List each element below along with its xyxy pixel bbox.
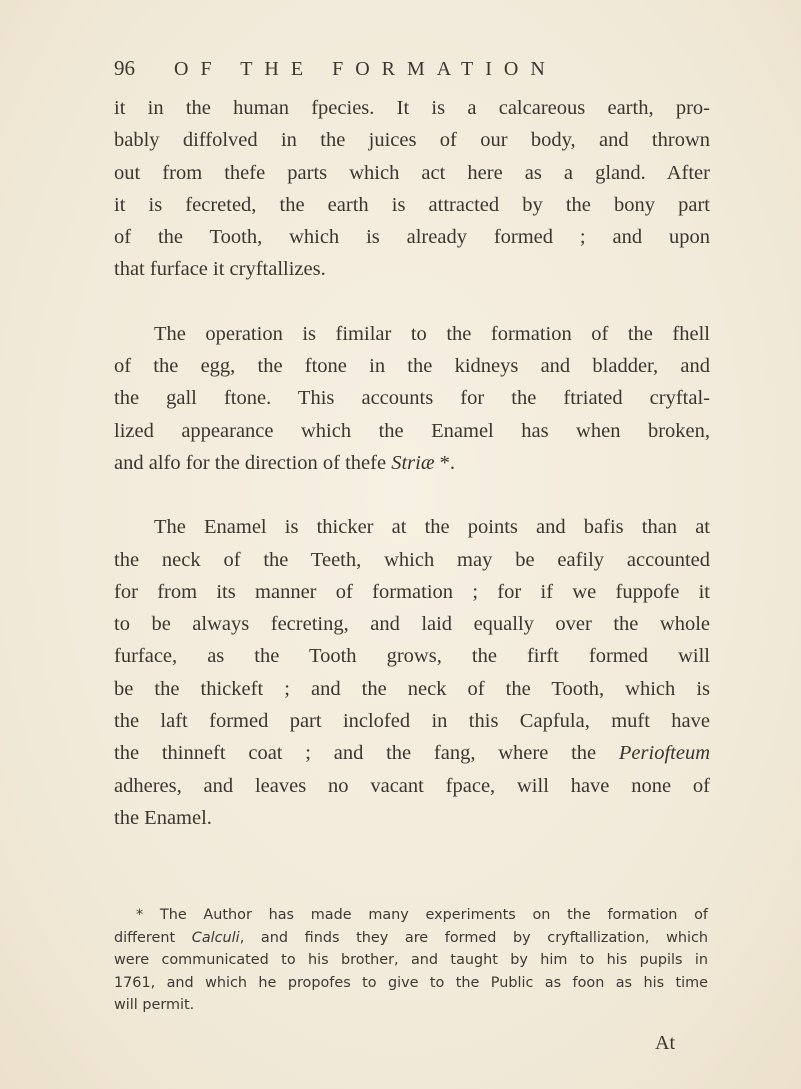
footnote xyxy=(114,904,708,1017)
text-line: The operation is fimilar to the formation of the fhell xyxy=(154,322,710,345)
footnote-line: different Calculi, and finds they are formed by cryftallization, which xyxy=(114,929,708,946)
text-line: furface, as the Tooth grows, the firft formed will xyxy=(114,645,710,668)
text-line: the laft formed part inclofed in this Capfula, muft have xyxy=(114,710,710,733)
footnote-line: 1761, and which he propofes to give to the Public as foon as his time xyxy=(114,974,708,991)
footnote-line: will permit. xyxy=(114,997,195,1013)
catchword: At xyxy=(655,1032,675,1054)
page-number: 96 xyxy=(114,56,135,80)
paragraph-1 xyxy=(114,92,710,286)
text-line: of the egg, the ftone in the kidneys and bladder, and xyxy=(114,355,710,378)
text-line: The Enamel is thicker at the points and bafis than at xyxy=(154,516,710,539)
text-line: for from its manner of formation ; for if we fuppofe it xyxy=(114,580,710,603)
text-line: and alfo for the direction of thefe Striæ *. xyxy=(114,451,455,474)
text-line: that furface it cryftallizes. xyxy=(114,258,326,281)
text-line: the thinneft coat ; and the fang, where the Periofteum xyxy=(114,742,710,765)
text-line: the Enamel. xyxy=(114,806,212,829)
paragraph-2 xyxy=(114,318,710,479)
text-line: out from thefe parts which act here as a gland. After xyxy=(114,161,710,184)
text-line: bably diffolved in the juices of our body, and thrown xyxy=(114,129,710,152)
text-line: it is fecreted, the earth is attracted by the bony part xyxy=(114,193,710,216)
footnote-line: were communicated to his brother, and taught by him to his pupils in xyxy=(114,952,708,968)
text-line: be the thickeft ; and the neck of the Tooth, which is xyxy=(114,677,710,700)
text-line: the gall ftone. This accounts for the ftriated cryftal- xyxy=(114,387,710,410)
text-line: of the Tooth, which is already formed ; and upon xyxy=(114,226,710,249)
text-line: it in the human fpecies. It is a calcareous earth, pro- xyxy=(114,97,710,119)
footnote-line: * The Author has made many experiments on the formation of xyxy=(136,907,708,923)
text-line: adheres, and leaves no vacant fpace, will have none of xyxy=(114,774,710,797)
text-line: the neck of the Teeth, which may be eafily accounted xyxy=(114,548,710,571)
body-text xyxy=(114,92,710,866)
paragraph-3 xyxy=(114,511,710,834)
text-line: lized appearance which the Enamel has when broken, xyxy=(114,419,710,442)
page-header xyxy=(114,56,724,81)
running-head: OF THE FORMATION xyxy=(174,58,557,80)
text-line: to be always fecreting, and laid equally over the whole xyxy=(114,613,710,636)
